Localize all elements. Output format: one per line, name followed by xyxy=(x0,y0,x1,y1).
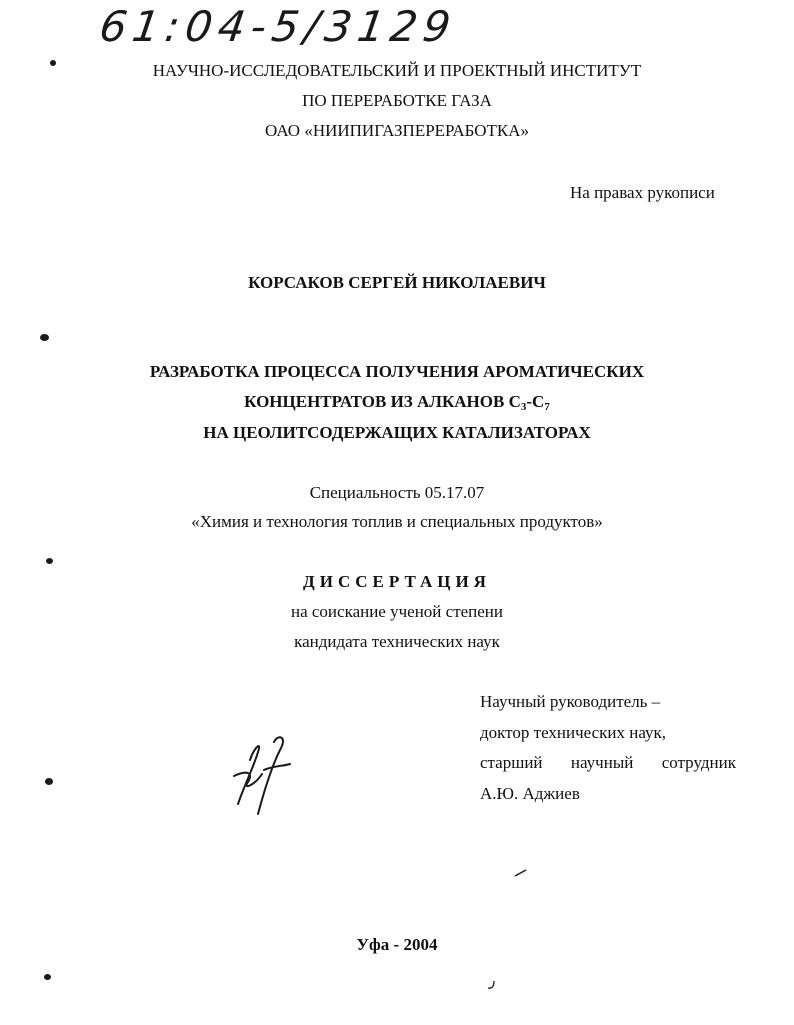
scan-mark xyxy=(45,778,53,785)
institution-line-3: ОАО «НИИПИГАЗПЕРЕРАБОТКА» xyxy=(264,121,530,140)
supervisor-line-1: Научный руководитель – xyxy=(480,692,661,711)
scan-mark xyxy=(46,558,53,564)
subscript-3: 3 xyxy=(520,401,527,413)
signature xyxy=(228,730,298,818)
institution-line-1: НАУЧНО-ИССЛЕДОВАТЕЛЬСКИЙ И ПРОЕКТНЫЙ ИНСТИТУТ xyxy=(152,61,642,80)
title-line-2 xyxy=(0,392,794,412)
supervisor-word: старший xyxy=(480,753,543,772)
author-name: КОРСАКОВ СЕРГЕЙ НИКОЛАЕВИЧ xyxy=(248,273,546,292)
subscript-7: 7 xyxy=(544,401,550,413)
handwritten-archive-number: 61:04-5/3129 xyxy=(96,2,460,51)
supervisor-word: научный xyxy=(570,753,634,772)
supervisor-line-3 xyxy=(480,753,736,773)
title-line-2-text: КОНЦЕНТРАТОВ ИЗ АЛКАНОВ С xyxy=(244,392,521,411)
scan-mark xyxy=(40,334,49,341)
title-line-1: РАЗРАБОТКА ПРОЦЕССА ПОЛУЧЕНИЯ АРОМАТИЧЕСКИХ xyxy=(149,362,645,381)
supervisor-line-4: А.Ю. Аджиев xyxy=(480,784,580,803)
supervisor-line-2: доктор технических наук, xyxy=(480,723,667,742)
specialty-name: «Химия и технология топлив и специальных продуктов» xyxy=(191,512,603,531)
pen-mark xyxy=(514,868,528,878)
dissertation-line-2: кандидата технических наук xyxy=(294,632,500,651)
dissertation-line-1: на соискание ученой степени xyxy=(290,602,504,621)
pen-mark xyxy=(486,980,496,990)
specialty-code: Специальность 05.17.07 xyxy=(309,483,485,502)
city-year: Уфа - 2004 xyxy=(356,935,438,954)
title-dash: -С xyxy=(526,392,545,411)
rights-note: На правах рукописи xyxy=(570,183,715,202)
supervisor-word: сотрудник xyxy=(661,753,736,772)
institution-line-2: ПО ПЕРЕРАБОТКЕ ГАЗА xyxy=(302,91,492,110)
title-line-3: НА ЦЕОЛИТСОДЕРЖАЩИХ КАТАЛИЗАТОРАХ xyxy=(203,423,591,442)
dissertation-heading: ДИССЕРТАЦИЯ xyxy=(303,572,491,591)
scan-mark xyxy=(44,974,51,980)
